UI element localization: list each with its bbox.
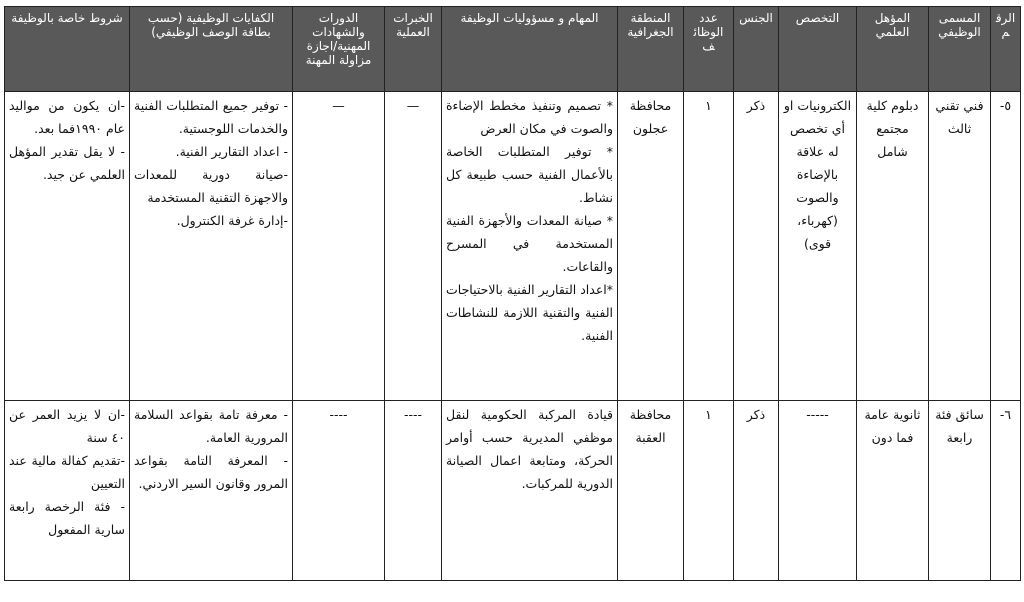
task-line: * صيانة المعدات والأجهزة الفنية المستخدمة في المسرح والقاعات. bbox=[446, 213, 613, 274]
cell-tasks bbox=[442, 401, 618, 581]
header-job-title: المسمى الوظيفي bbox=[929, 7, 991, 92]
table-row bbox=[5, 401, 1021, 581]
table-header-row bbox=[5, 7, 1021, 92]
cell-competencies bbox=[130, 401, 293, 581]
header-conditions: شروط خاصة بالوظيفة bbox=[5, 7, 130, 92]
table-row bbox=[5, 92, 1021, 401]
cell-number: ٥- bbox=[991, 92, 1021, 401]
competency-line: - معرفة تامة بقواعد السلامة المرورية العامة. bbox=[134, 407, 288, 445]
cell-conditions bbox=[5, 401, 130, 581]
cell-number: ٦- bbox=[991, 401, 1021, 581]
header-competencies: الكفايات الوظيفية (حسب بطاقة الوصف الوظيفي) bbox=[130, 7, 293, 92]
cell-gender: ذكر bbox=[734, 401, 779, 581]
task-line: قيادة المركبة الحكومية لنقل موظفي المديرية حسب أوامر الحركة، ومتابعة اعمال الصيانة الدورية للمركبات. bbox=[446, 407, 613, 491]
cell-qualification: دبلوم كلية مجتمع شامل bbox=[857, 92, 929, 401]
cell-competencies bbox=[130, 92, 293, 401]
header-gender: الجنس bbox=[734, 7, 779, 92]
condition-line: -تقديم كفالة مالية عند التعيين bbox=[9, 453, 125, 491]
cell-experience: ---- bbox=[385, 401, 442, 581]
cell-job-title: سائق فئة رابعة bbox=[929, 401, 991, 581]
condition-line: -ان لا يزيد العمر عن ٤٠ سنة bbox=[9, 407, 125, 445]
cell-gender: ذكر bbox=[734, 92, 779, 401]
header-region: المنطقة الجغرافية bbox=[618, 7, 684, 92]
cell-courses: — bbox=[293, 92, 385, 401]
task-line: *اعداد التقارير الفنية بالاحتياجات الفنية والتقنية اللازمة للنشاطات الفنية. bbox=[446, 282, 613, 343]
cell-count: ١ bbox=[684, 92, 734, 401]
condition-line: -ان يكون من مواليد عام ١٩٩٠فما بعد. bbox=[9, 98, 125, 136]
cell-region: محافظة عجلون bbox=[618, 92, 684, 401]
task-line: * توفير المتطلبات الخاصة بالأعمال الفنية حسب طبيعة كل نشاط. bbox=[446, 144, 613, 205]
jobs-table bbox=[4, 6, 1021, 581]
competency-line: - اعداد التقارير الفنية. bbox=[175, 144, 288, 159]
cell-tasks bbox=[442, 92, 618, 401]
cell-experience: — bbox=[385, 92, 442, 401]
cell-job-title: فني تقني ثالث bbox=[929, 92, 991, 401]
cell-count: ١ bbox=[684, 401, 734, 581]
cell-courses: ---- bbox=[293, 401, 385, 581]
header-number: الرقم bbox=[991, 7, 1021, 92]
task-line: * تصميم وتنفيذ مخطط الإضاءة والصوت في مكان العرض bbox=[446, 98, 613, 136]
cell-specialization: الكترونيات او أي تخصص له علاقة بالإضاءة والصوت (كهرباء، قوى) bbox=[779, 92, 857, 401]
header-specialization: التخصص bbox=[779, 7, 857, 92]
competency-line: -إدارة غرفة الكنترول. bbox=[176, 213, 288, 228]
competency-line: - توفير جميع المتطلبات الفنية والخدمات اللوجستية. bbox=[134, 98, 288, 136]
condition-line: - فئة الرخصة رابعة سارية المفعول bbox=[9, 499, 125, 537]
cell-conditions bbox=[5, 92, 130, 401]
competency-line: - المعرفة التامة بقواعد المرور وقانون السير الاردني. bbox=[134, 453, 288, 491]
header-qualification: المؤهل العلمي bbox=[857, 7, 929, 92]
condition-line: - لا يقل تقدير المؤهل العلمي عن جيد. bbox=[9, 144, 125, 182]
header-tasks: المهام و مسؤوليات الوظيفة bbox=[442, 7, 618, 92]
cell-specialization: ----- bbox=[779, 401, 857, 581]
header-count: عدد الوظائف bbox=[684, 7, 734, 92]
cell-region: محافظة العقبة bbox=[618, 401, 684, 581]
header-courses: الدورات والشهادات المهنية/اجازة مزاولة المهنة bbox=[293, 7, 385, 92]
header-experience: الخبرات العملية bbox=[385, 7, 442, 92]
competency-line: -صيانة دورية للمعدات والاجهزة التقنية المستخدمة bbox=[134, 167, 288, 205]
cell-qualification: ثانوية عامة فما دون bbox=[857, 401, 929, 581]
